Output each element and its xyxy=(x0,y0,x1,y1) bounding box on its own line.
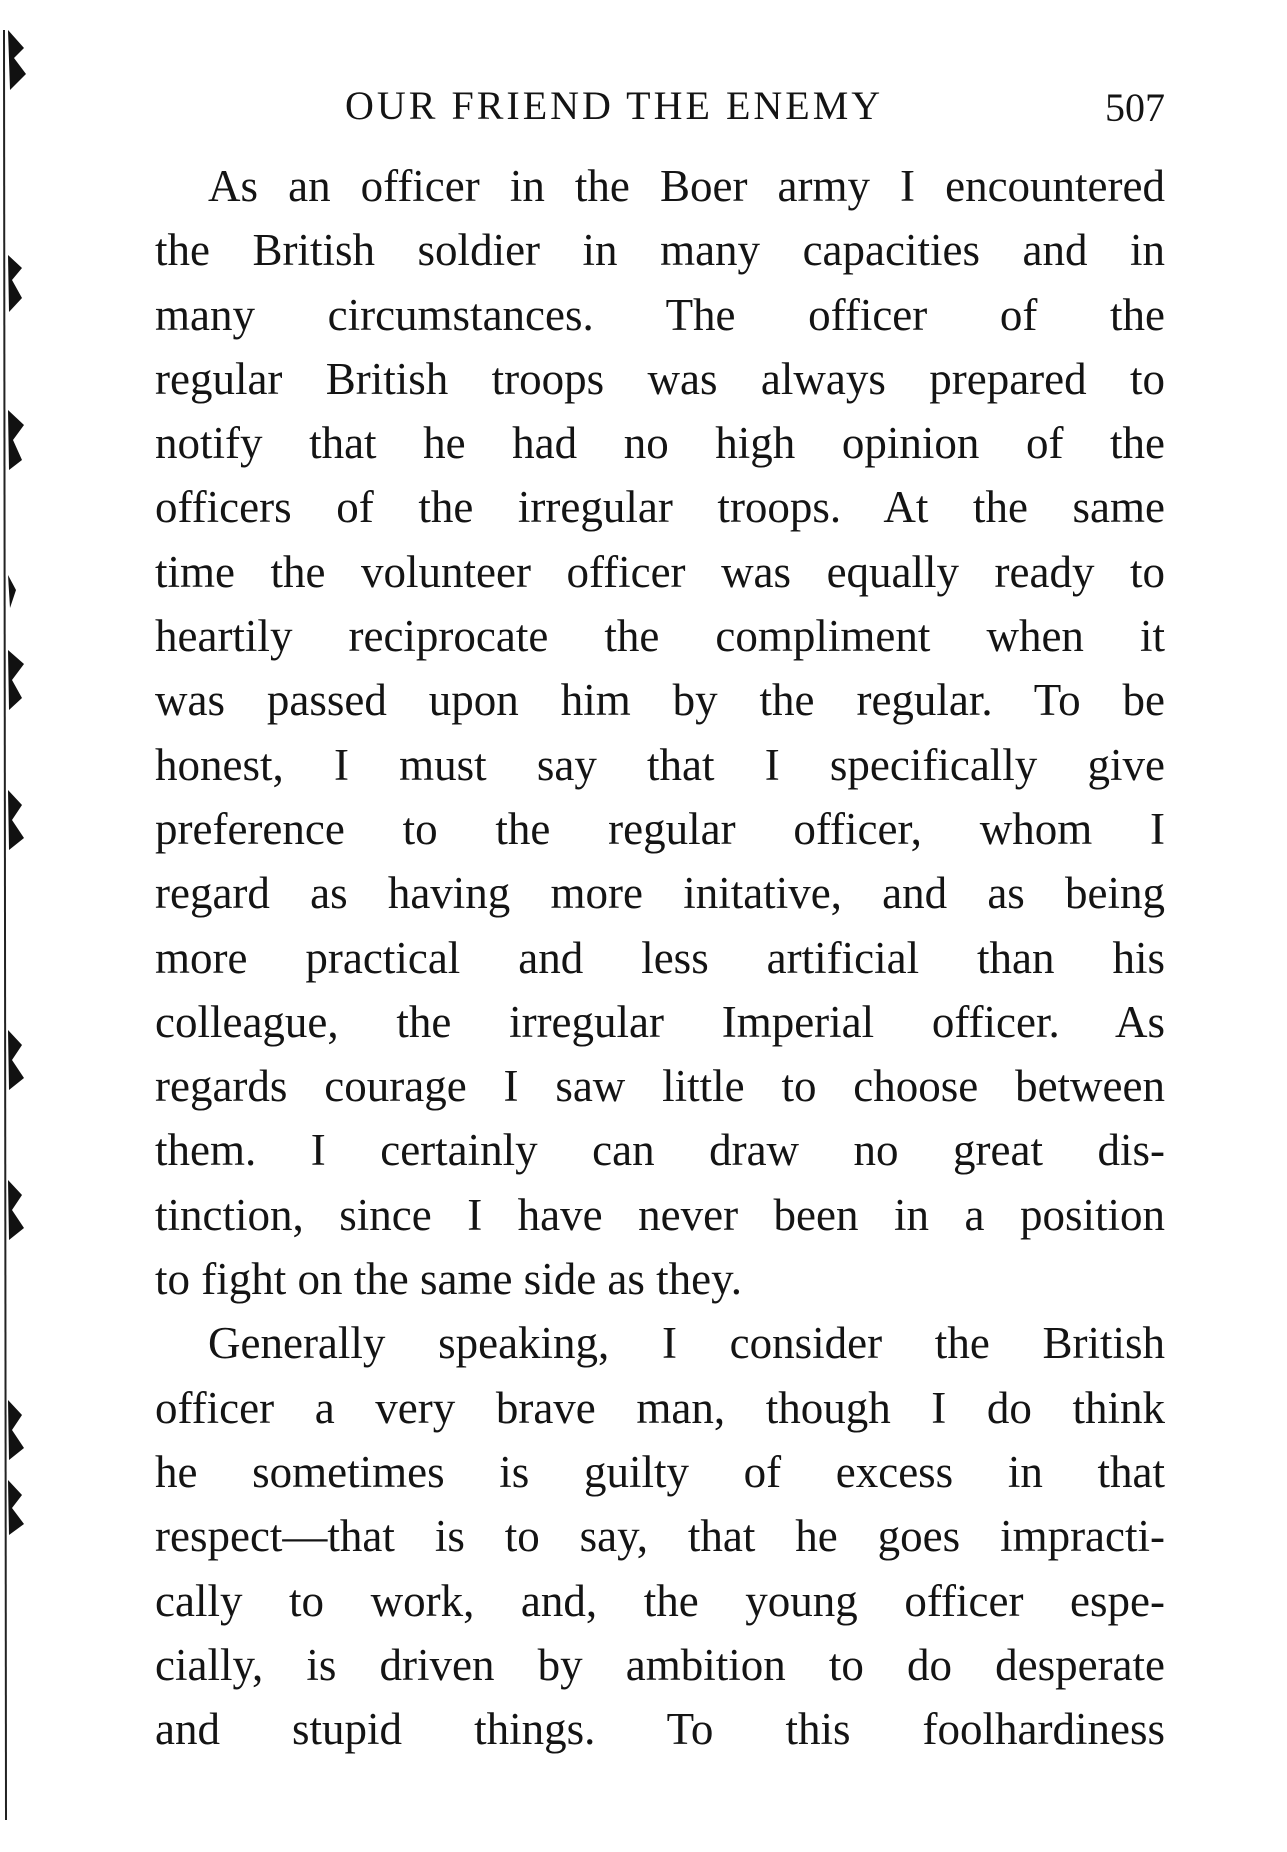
text-line: preference to the regular officer, whom I xyxy=(155,803,1165,854)
text-line: honest, I must say that I specifically give xyxy=(155,739,1165,790)
paragraph xyxy=(155,1311,1165,1761)
text-line: and stupid things. To this foolhardiness xyxy=(155,1704,1165,1755)
text-line: many circumstances. The officer of the xyxy=(155,289,1165,340)
paragraph xyxy=(155,154,1165,1311)
text-line: As an officer in the Boer army I encountered xyxy=(208,161,1165,211)
text-line: notify that he had no high opinion of the xyxy=(155,418,1165,469)
text-line: cally to work, and, the young officer espe- xyxy=(155,1575,1165,1626)
text-line: heartily reciprocate the compliment when it xyxy=(155,611,1165,662)
text-line: the British soldier in many capacities and in xyxy=(155,225,1165,276)
text-line: respect—that is to say, that he goes impracti- xyxy=(155,1511,1165,1562)
text-line: cially, is driven by ambition to do desperate xyxy=(155,1639,1165,1690)
binding-edge-marks xyxy=(0,30,40,1830)
text-line: more practical and less artificial than his xyxy=(155,932,1165,983)
text-line: time the volunteer officer was equally ready to xyxy=(155,546,1165,597)
text-line: officers of the irregular troops. At the same xyxy=(155,482,1165,533)
page-number: 507 xyxy=(1105,85,1165,130)
text-line: colleague, the irregular Imperial officer. As xyxy=(155,996,1165,1047)
text-line: regular British troops was always prepared to xyxy=(155,353,1165,404)
text-line: to fight on the same side as they. xyxy=(155,1254,742,1305)
page-header xyxy=(155,82,1165,142)
text-line: them. I certainly can draw no great dis- xyxy=(155,1125,1165,1176)
text-line: he sometimes is guilty of excess in that xyxy=(155,1446,1165,1497)
text-line: Generally speaking, I consider the British xyxy=(208,1318,1165,1369)
text-line: tinction, since I have never been in a position xyxy=(155,1189,1165,1240)
running-title: OUR FRIEND THE ENEMY xyxy=(345,83,884,128)
text-line: was passed upon him by the regular. To be xyxy=(155,675,1165,726)
text-line: regard as having more initative, and as being xyxy=(155,868,1165,919)
text-line: officer a very brave man, though I do think xyxy=(155,1382,1165,1433)
body-text xyxy=(155,154,1165,1761)
text-line: regards courage I saw little to choose between xyxy=(155,1061,1165,1112)
